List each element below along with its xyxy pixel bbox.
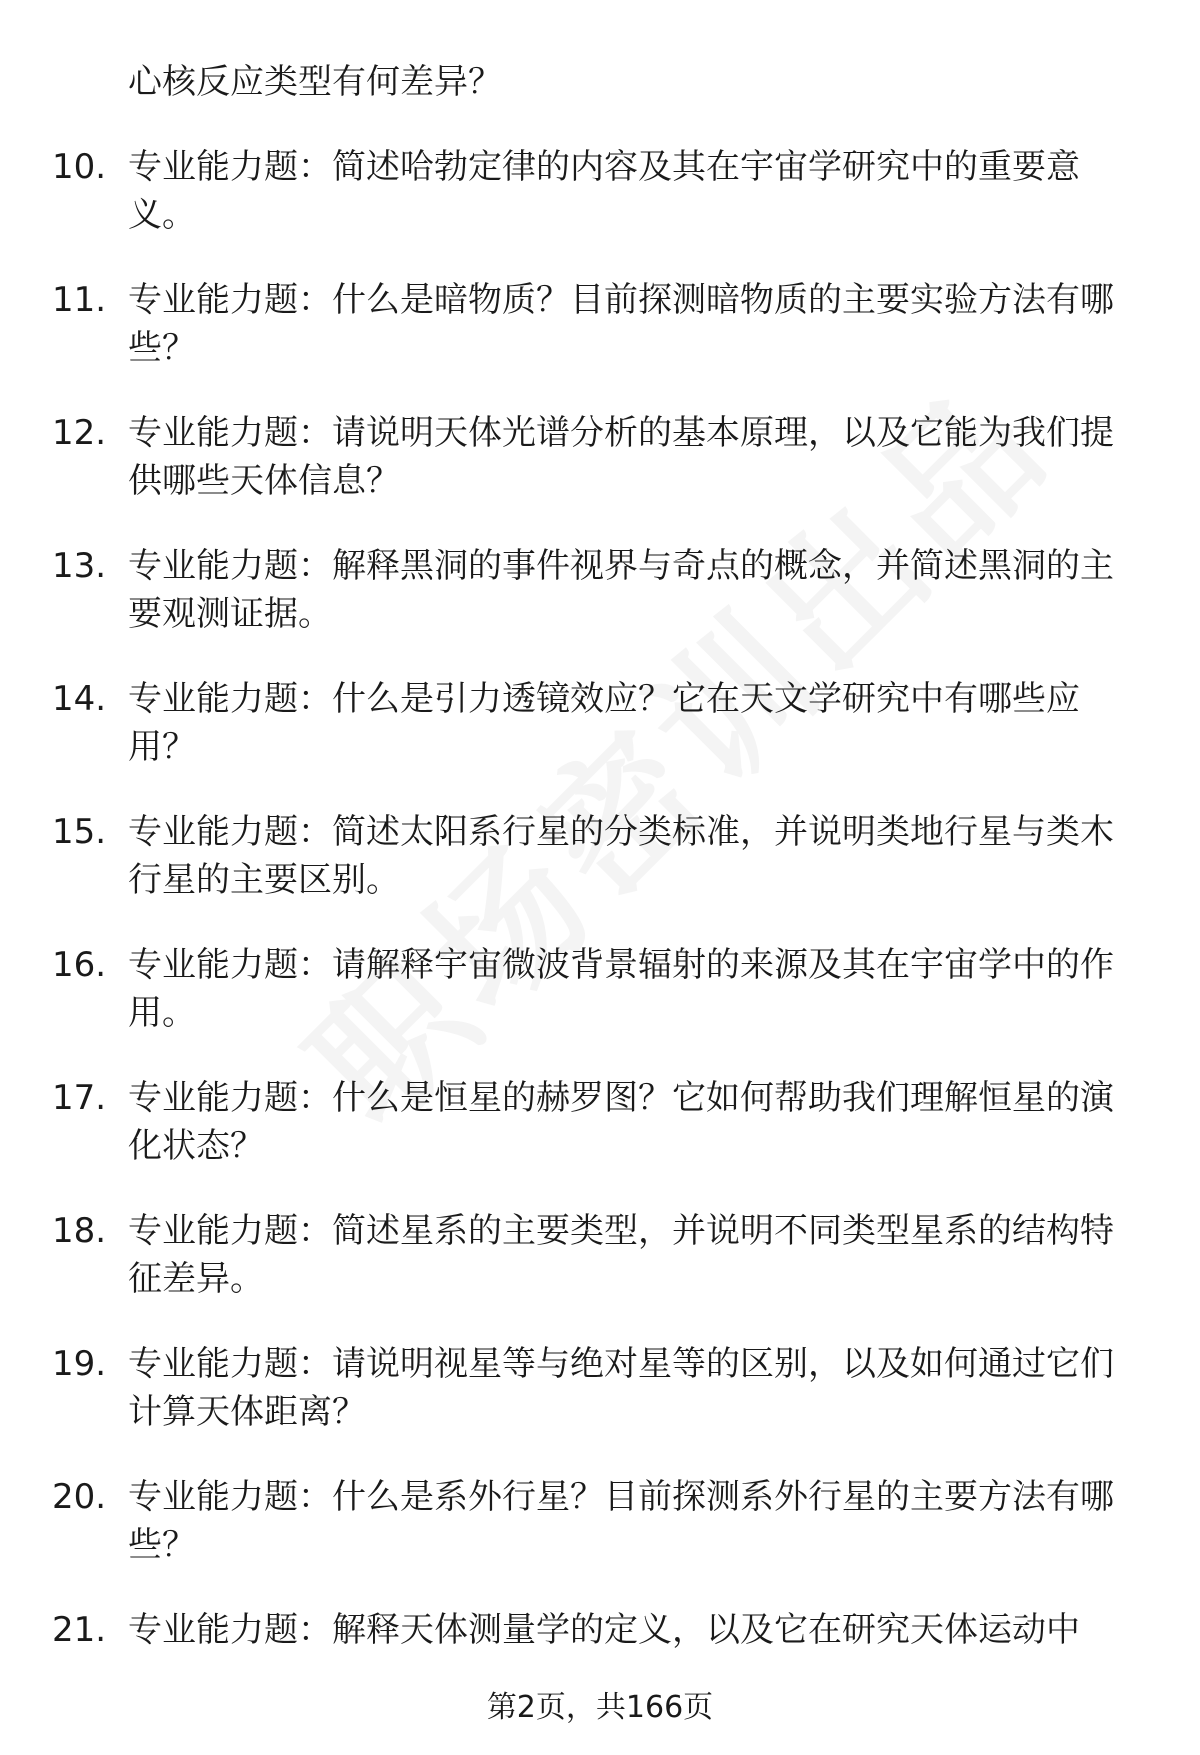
item-number: 15. [52,812,107,852]
list-item [0,1473,1200,1569]
item-text: 专业能力题：请说明视星等与绝对星等的区别，以及如何通过它们计算天体距离？ [128,1344,1114,1432]
list-item [0,276,1200,372]
item-text: 专业能力题：简述哈勃定律的内容及其在宇宙学研究中的重要意义。 [128,147,1080,235]
item-text: 专业能力题：什么是恒星的赫罗图？它如何帮助我们理解恒星的演化状态？ [128,1078,1114,1166]
list-item [0,1606,1200,1654]
item-number: 20. [52,1477,107,1517]
item-number: 19. [52,1344,107,1384]
list-item [0,941,1200,1037]
list-item [0,675,1200,771]
list-item [0,808,1200,904]
item-number: 12. [52,413,107,453]
list-item [0,1074,1200,1170]
item-text: 专业能力题：什么是暗物质？目前探测暗物质的主要实验方法有哪些？ [128,280,1114,368]
list-item [0,409,1200,505]
list-item [0,143,1200,239]
item-number: 17. [52,1078,107,1118]
page-number: 第2页，共166页 [486,1690,714,1725]
list-item [0,1340,1200,1436]
item-number: 16. [52,945,107,985]
item-number: 14. [52,679,107,719]
item-number: 10. [52,147,107,187]
item-number: 18. [52,1211,107,1251]
continued-text: 心核反应类型有何差异？ [128,62,502,102]
item-text: 专业能力题：请说明天体光谱分析的基本原理，以及它能为我们提供哪些天体信息？ [128,413,1114,501]
item-number: 21. [52,1610,107,1650]
item-number: 13. [52,546,107,586]
item-text: 专业能力题：什么是系外行星？目前探测系外行星的主要方法有哪些？ [128,1477,1114,1565]
item-text: 专业能力题：简述星系的主要类型，并说明不同类型星系的结构特征差异。 [128,1211,1114,1299]
question-list [0,58,1200,1691]
item-text: 专业能力题：什么是引力透镜效应？它在天文学研究中有哪些应用？ [128,679,1080,767]
item-text: 专业能力题：解释黑洞的事件视界与奇点的概念，并简述黑洞的主要观测证据。 [128,546,1114,634]
list-item [0,1207,1200,1303]
item-number: 11. [52,280,107,320]
item-text: 专业能力题：请解释宇宙微波背景辐射的来源及其在宇宙学中的作用。 [128,945,1114,1033]
item-text: 专业能力题：解释天体测量学的定义，以及它在研究天体运动中 [128,1610,1080,1650]
list-item [0,542,1200,638]
item-text: 专业能力题：简述太阳系行星的分类标准，并说明类地行星与类木行星的主要区别。 [128,812,1114,900]
